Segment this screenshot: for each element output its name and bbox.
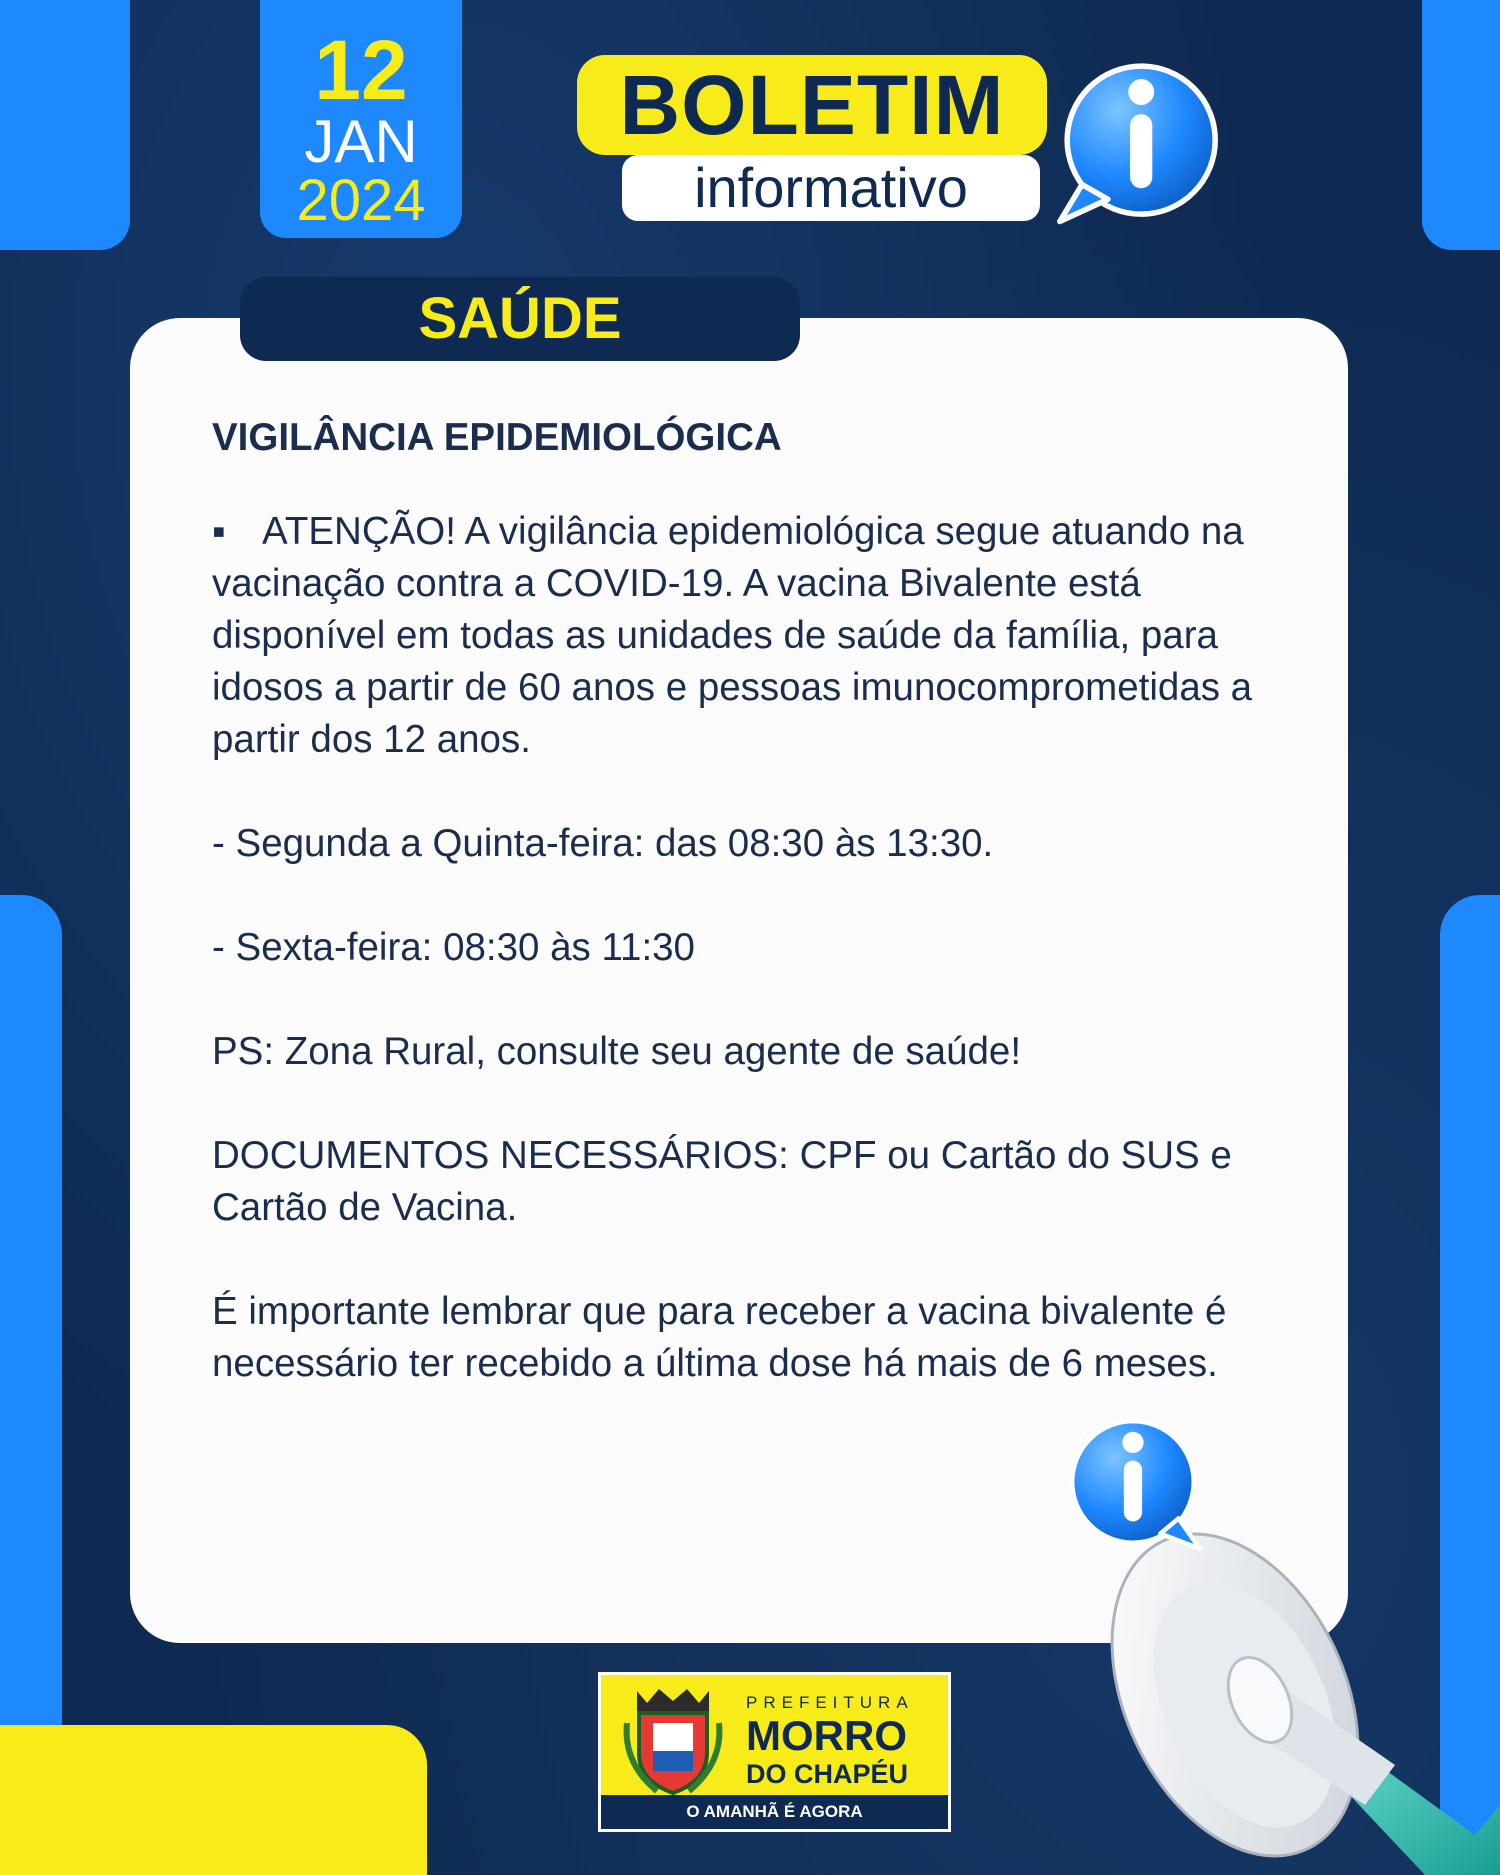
logo-name-line1: MORRO xyxy=(746,1712,907,1759)
date-month: JAN xyxy=(304,108,418,175)
paragraph-attention-text: ATENÇÃO! A vigilância epidemiológica segue atuando na vacinação contra a COVID-19. A vacina Bivalente está disponível em todas as unidades de saúde da família, para idosos a partir de 60 anos e pessoas imunocomprometidas a partir dos 12 anos. xyxy=(212,510,1253,761)
decor-block-top-right xyxy=(1422,0,1500,250)
date-badge xyxy=(260,0,462,238)
content-heading: VIGILÂNCIA EPIDEMIOLÓGICA xyxy=(212,416,782,459)
municipality-logo xyxy=(598,1672,951,1832)
bullet-marker: ▪ xyxy=(212,510,226,553)
bulletin-subtitle: informativo xyxy=(622,155,1040,221)
paragraph-reminder: É importante lembrar que para receber a vacina bivalente é necessário ter recebido a última dose há mais de 6 meses. xyxy=(212,1290,1227,1385)
paragraph-schedule-friday: - Sexta-feira: 08:30 às 11:30 xyxy=(212,926,695,969)
coat-of-arms-icon xyxy=(617,1683,729,1801)
decor-block-top-left xyxy=(0,0,130,250)
info-icon xyxy=(1060,1412,1212,1564)
logo-name-line2: DO CHAPÉU xyxy=(746,1759,909,1789)
date-day: 12 xyxy=(314,23,408,117)
paragraph-schedule-weekdays: - Segunda a Quinta-feira: das 08:30 às 13:30. xyxy=(212,822,994,865)
bulletin-body xyxy=(212,412,1292,1442)
section-label: SAÚDE xyxy=(240,277,800,361)
logo-prefeitura: PREFEITURA xyxy=(746,1693,914,1712)
decor-block-bottom-yellow xyxy=(0,1725,427,1875)
paragraph-rural-note: PS: Zona Rural, consulte seu agente de saúde! xyxy=(212,1030,1022,1073)
date-year: 2024 xyxy=(296,168,426,233)
paragraph-attention xyxy=(212,506,1292,766)
info-icon xyxy=(1045,55,1230,240)
bulletin-title: BOLETIM xyxy=(577,55,1047,155)
paragraph-documents: DOCUMENTOS NECESSÁRIOS: CPF ou Cartão do SUS e Cartão de Vacina. xyxy=(212,1134,1232,1229)
logo-slogan: O AMANHÃ É AGORA xyxy=(601,1795,948,1829)
